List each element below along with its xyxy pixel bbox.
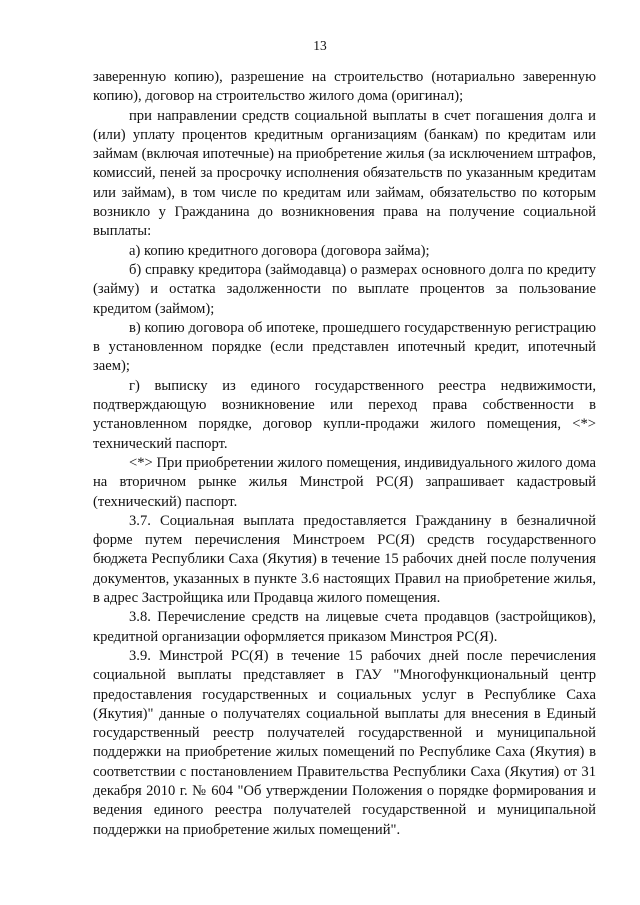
clause-3-7: 3.7. Социальная выплата предоставляется Гражданину в безналичной форме путем перечисления Минстроем РС(Я) средств государственного бюджета Республики Саха (Якутия) в течение 15 рабочих дней после получения документов, указанных в пункте 3.6 настоящих Правил на приобретение жилья, в адрес Застройщика или Продавца жилого помещения. — [93, 512, 596, 607]
list-item-v: в) копию договора об ипотеке, прошедшего государственную регистрацию в установленном порядке (если представлен ипотечный кредит, ипотечный заем); — [93, 319, 596, 375]
list-item-b: б) справку кредитора (займодавца) о размерах основного долга по кредиту (займу) и остатка задолженности по выплате процентов за пользование кредитом (займом); — [93, 261, 596, 317]
paragraph-loan-repayment: при направлении средств социальной выплаты в счет погашения долга и (или) уплату процентов кредитным организациям (банкам) по кредитам или займам (включая ипотечные) на приобретение жилья (за исключением штрафов, комиссий, пеней за просрочку исполнения обязательств по указанным кредитам или займам), в том числе по кредитам или займам, обязательство по которым возникло у Гражданина до возникновения права на получение социальной выплаты: — [93, 107, 596, 240]
document-body — [93, 68, 596, 840]
clause-3-9: 3.9. Минстрой РС(Я) в течение 15 рабочих дней после перечисления социальной выплаты представляет в ГАУ "Многофункциональный центр предоставления государственных и социальных услуг в Республике Саха (Якутия)" данные о получателях социальной выплаты для внесения в Единый государственный реестр получателей государственной и муниципальной поддержки на приобретение жилых помещений по Республике Саха (Якутия) в соответствии с постановлением Правительства Республики Саха (Якутия) от 31 декабря 2010 г. № 604 "Об утверждении Положения о порядке формирования и ведения единого реестра получателей государственной и муниципальной поддержки на приобретение жилых помещений". — [93, 647, 596, 838]
clause-3-8: 3.8. Перечисление средств на лицевые счета продавцов (застройщиков), кредитной организации оформляется приказом Минстроя РС(Я). — [93, 609, 596, 645]
list-item-g: г) выписку из единого государственного реестра недвижимости, подтверждающую возникновение или переход права собственности в установленном порядке, договор купли-продажи жилого помещения, <*> технический паспорт. — [93, 377, 596, 452]
paragraph-documents-continuation: заверенную копию), разрешение на строительство (нотариально заверенную копию), договор на строительство жилого дома (оригинал); — [93, 69, 596, 105]
footnote-paragraph: <*> При приобретении жилого помещения, индивидуального жилого дома на вторичном рынке жилья Минстрой РС(Я) запрашивает кадастровый (технический) паспорт. — [93, 454, 596, 510]
list-item-a: а) копию кредитного договора (договора займа); — [129, 242, 430, 259]
page-number: 13 — [313, 38, 327, 53]
